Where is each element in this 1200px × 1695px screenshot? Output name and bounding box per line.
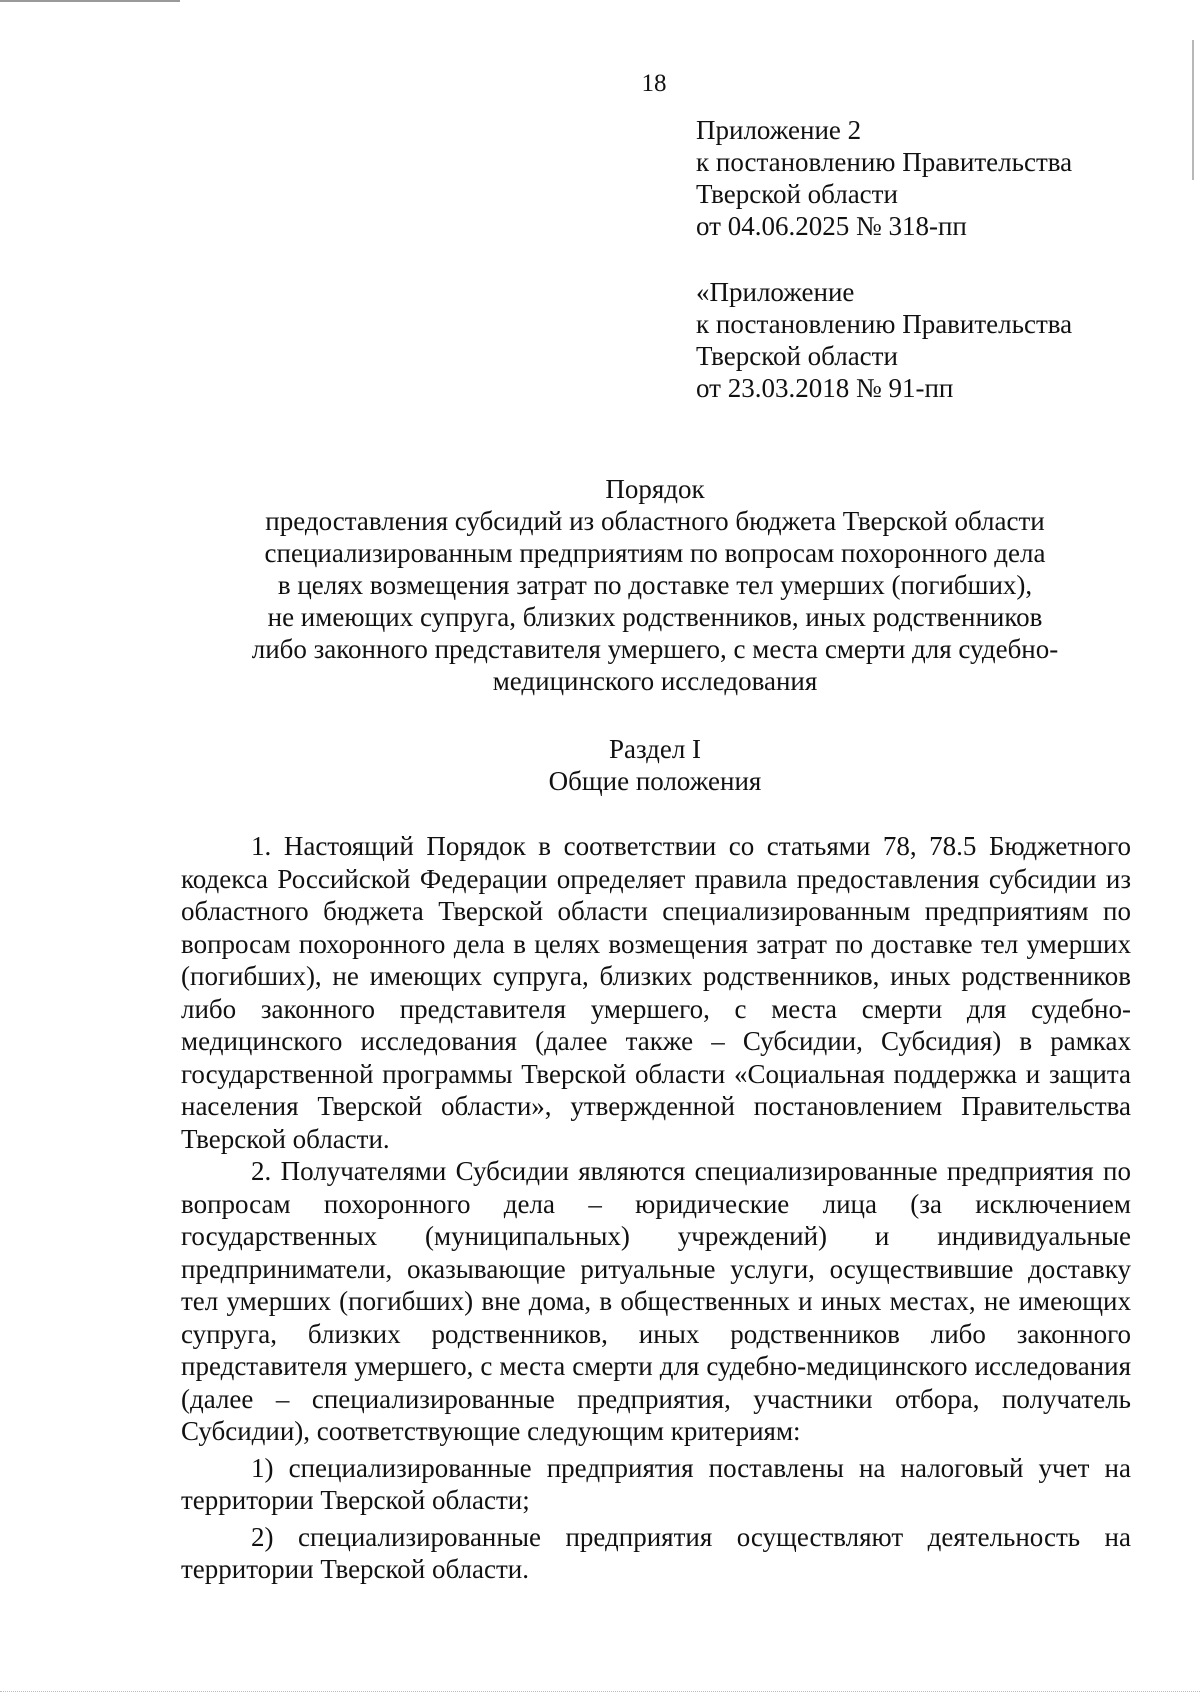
- title-line: не имеющих супруга, близких родственников, иных родственников: [267, 602, 1043, 632]
- appendix-2-line: к постановлению Правительства: [696, 147, 1073, 177]
- title-line: предоставления субсидий из областного бюджета Тверской области: [265, 506, 1045, 536]
- section-number: Раздел I: [608, 734, 702, 764]
- title-line: либо законного представителя умершего, с места смерти для судебно-: [251, 634, 1059, 664]
- title-line: специализированным предприятиям по вопросам похоронного дела: [264, 538, 1046, 568]
- criterion-2: 2) специализированные предприятия осуществляют деятельность на территории Тверской области.: [181, 1521, 1131, 1584]
- appendix-original-line: Тверской области: [696, 341, 898, 371]
- paragraph-2: 2. Получателями Субсидии являются специализированные предприятия по вопросам похоронного дела – юридические лица (за исключением государственных (муниципальных) учреждений) и индивидуальные предприниматели, оказывающие ритуальные услуги, осуществившие доставку тел умерших (погибших) вне дома, в общественных и иных местах, не имеющих супруга, близких родственников, иных родственников либо законного представителя умершего, с места смерти для судебно-медицинского исследования (далее – специализированные предприятия, участники отбора, получатель Субсидии), соответствующие следующим критериям:: [181, 1156, 1131, 1446]
- section-name: Общие положения: [548, 766, 762, 796]
- appendix-original-line: к постановлению Правительства: [696, 309, 1073, 339]
- title-line: медицинского исследования: [492, 666, 818, 696]
- appendix-2-line: Тверской области: [696, 179, 898, 209]
- page-number: 18: [641, 70, 667, 97]
- appendix-original-line: от 23.03.2018 № 91-пп: [696, 373, 954, 403]
- title-line: в целях возмещения затрат по доставке тел умерших (погибших),: [277, 570, 1033, 600]
- appendix-2-line: от 04.06.2025 № 318-пп: [696, 211, 967, 241]
- appendix-2-line: Приложение 2: [696, 115, 862, 145]
- paragraph-1: 1. Настоящий Порядок в соответствии со статьями 78, 78.5 Бюджетного кодекса Российской Федерации определяет правила предоставления субсидии из областного бюджета Тверской области специализированным предприятиям по вопросам похоронного дела в целях возмещения затрат по доставке тел умерших (погибших), не имеющих супруга, близких родственников, иных родственников либо законного представителя умершего, с места смерти для судебно-медицинского исследования (далее также – Субсидии, Субсидия) в рамках государственной программы Тверской области «Социальная поддержка и защита населения Тверской области», утвержденной постановлением Правительства Тверской области.: [181, 831, 1131, 1154]
- title-heading: Порядок: [605, 474, 705, 504]
- document-title: [180, 473, 1130, 697]
- section-heading: [180, 733, 1130, 797]
- criterion-1: 1) специализированные предприятия поставлены на налоговый учет на территории Тверской области;: [181, 1452, 1131, 1515]
- appendix-2-block: [696, 114, 1072, 242]
- scan-edge-right: [1192, 40, 1194, 180]
- body-text: [181, 830, 1131, 1586]
- appendix-original-block: [696, 276, 1072, 404]
- scan-edge-top: [0, 0, 180, 2]
- appendix-original-line: «Приложение: [696, 277, 855, 307]
- scan-edge-bottom: [0, 1691, 1200, 1693]
